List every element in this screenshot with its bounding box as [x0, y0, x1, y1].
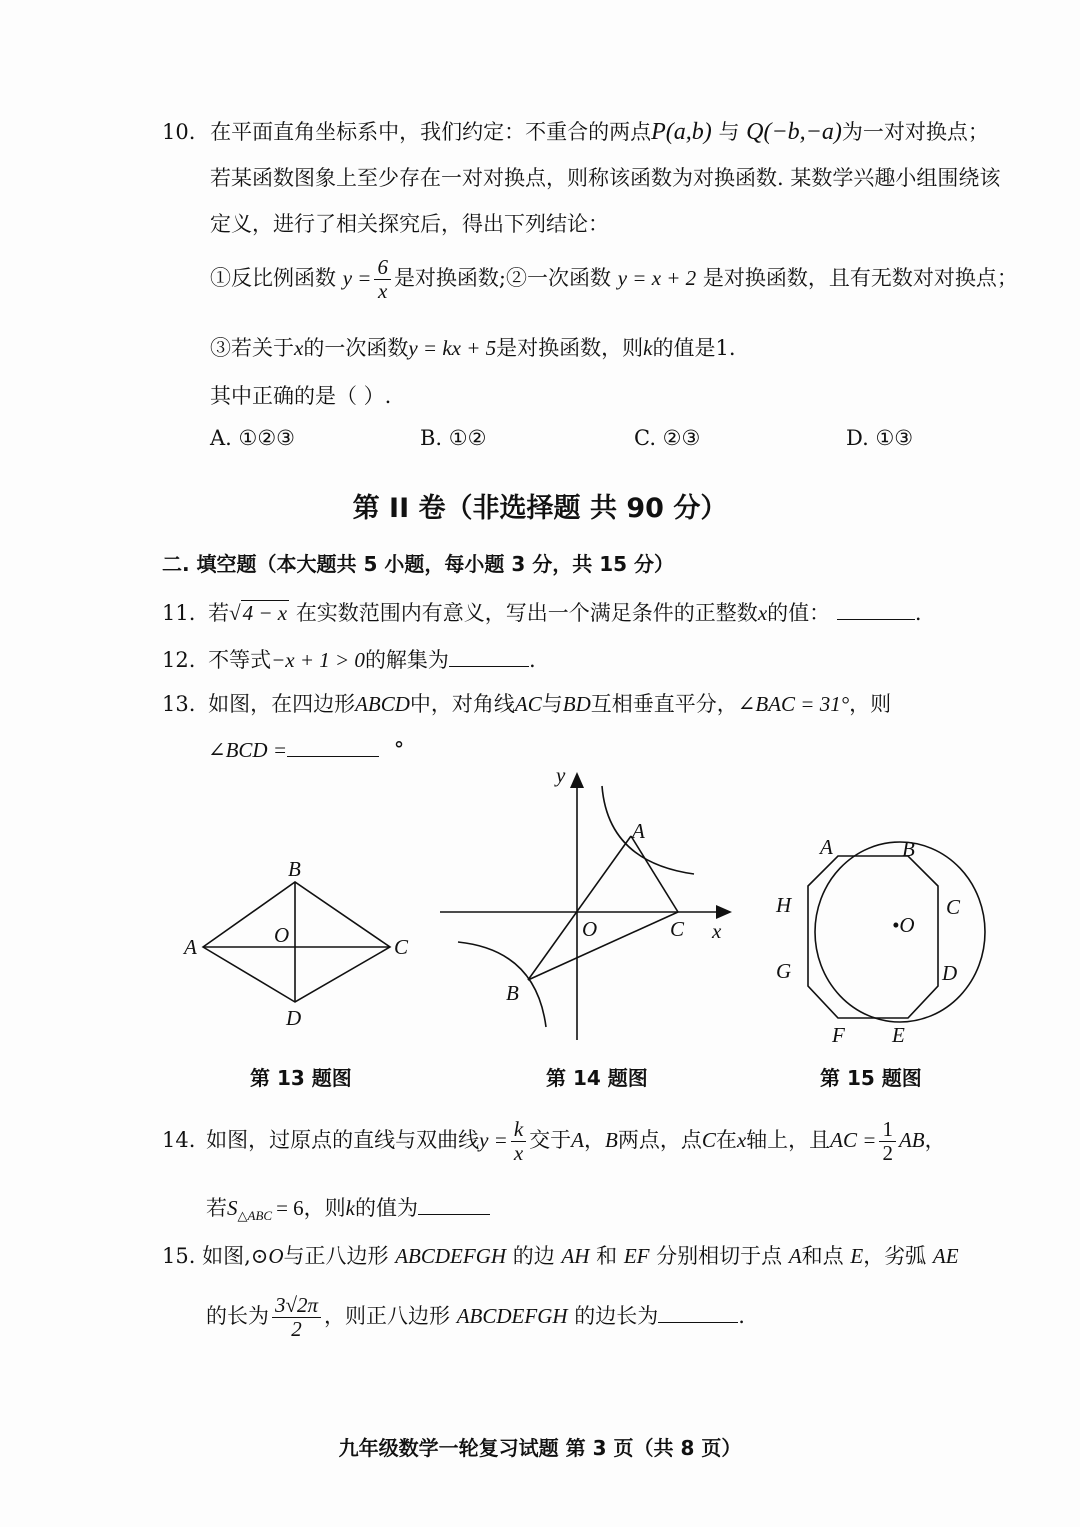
- x-axis-arrow: [716, 905, 732, 919]
- page-footer: 九年级数学一轮复习试题 第 3 页（共 8 页）: [338, 1436, 742, 1460]
- answer-blank[interactable]: [837, 618, 915, 620]
- q14-text: 两点，点: [617, 1128, 702, 1153]
- punct: .: [528, 648, 536, 672]
- figure-14-caption: 第 14 题图: [546, 1066, 648, 1090]
- q15-text: ，则正八边形: [324, 1304, 451, 1329]
- label-c: C: [394, 935, 409, 959]
- label-g: G: [776, 959, 792, 983]
- circle-symbol: ⊙O: [250, 1244, 284, 1268]
- fraction: [511, 1118, 526, 1165]
- point: B: [605, 1128, 618, 1153]
- q13-text: 中，对角线: [409, 692, 515, 716]
- q14-line1: [162, 1118, 946, 1165]
- label-d: D: [942, 961, 958, 985]
- label-b: B: [902, 837, 915, 861]
- label-o: O: [274, 923, 290, 947]
- variable: x: [294, 336, 304, 360]
- label-f: F: [832, 1023, 845, 1047]
- q14-text: 轴上，且: [746, 1128, 831, 1153]
- q10-text: 与: [718, 120, 740, 144]
- q13-line1: [162, 692, 891, 717]
- polygon-name: ABCDEFGH: [395, 1244, 507, 1268]
- q10-text: 在平面直角坐标系中，我们约定：不重合的两点: [210, 120, 652, 144]
- figure-14-hyperbola: [436, 762, 756, 1047]
- fraction: [272, 1294, 321, 1341]
- label-c: C: [946, 895, 961, 919]
- figure-13-rhombus: [170, 860, 420, 1035]
- point: A: [788, 1244, 802, 1268]
- q12-number: 12.: [162, 648, 196, 672]
- q10-text: ①反比例函数: [210, 266, 336, 291]
- q10-option-c[interactable]: C. ②③: [634, 426, 701, 450]
- equation: = 6: [276, 1196, 304, 1220]
- q10-statement-3: [210, 336, 736, 361]
- hyperbola-branch-1: [602, 786, 694, 874]
- label-y: y: [556, 763, 566, 787]
- q11: [162, 600, 922, 626]
- quadrilateral-name: ABCD: [355, 692, 410, 716]
- q11-text: 若: [208, 601, 230, 625]
- q13-text: 与: [541, 692, 563, 716]
- segment: AH: [561, 1244, 590, 1268]
- inequality: −x + 1 > 0: [271, 648, 365, 672]
- label-c: C: [670, 917, 685, 941]
- equation: y = kx + 5: [408, 336, 497, 360]
- figure-15-caption: 第 15 题图: [820, 1066, 922, 1090]
- label-e: E: [892, 1023, 905, 1047]
- numerator: 1: [879, 1118, 896, 1142]
- regular-octagon-abcdefgh: [808, 856, 938, 1018]
- q11-text: 在实数范围内有意义，写出一个满足条件的正整数: [295, 601, 758, 625]
- numerator: k: [511, 1118, 526, 1142]
- answer-blank[interactable]: [418, 1213, 490, 1215]
- segment: BD: [562, 692, 591, 716]
- q11-text: 的值：: [767, 601, 831, 625]
- answer-blank[interactable]: [658, 1321, 738, 1323]
- variable: x: [736, 1128, 747, 1153]
- label-a: A: [820, 835, 833, 859]
- area-subscript: △ABC: [237, 1208, 273, 1224]
- q13-text: 如图，在四边形: [208, 692, 356, 716]
- polygon-name: ABCDEFGH: [456, 1304, 568, 1329]
- q10-option-d[interactable]: D. ①③: [846, 426, 914, 450]
- q15-text: 和: [596, 1244, 618, 1268]
- fill-in-header: 二. 填空题（本大题共 5 小题，每小题 3 分，共 15 分）: [162, 552, 675, 576]
- point: A: [571, 1128, 584, 1153]
- q10-option-b[interactable]: B. ①②: [420, 426, 487, 450]
- q10-text: 是对换函数，则: [496, 336, 644, 360]
- q14-text: 的值为: [354, 1196, 418, 1220]
- q13-line2: [208, 738, 404, 763]
- label-b: B: [288, 860, 301, 881]
- q14-text: ，: [584, 1128, 605, 1153]
- q15-text: 的边: [512, 1244, 555, 1268]
- label-b: B: [506, 981, 519, 1005]
- q10-text: 是对换函数，且有无数对对换点；: [702, 266, 1018, 291]
- numerator: 6: [374, 256, 391, 280]
- segment: AB: [898, 1128, 925, 1153]
- sqrt-sign: √: [229, 601, 241, 625]
- line-ab: [528, 836, 631, 980]
- y-axis-arrow: [570, 772, 584, 788]
- hyperbola-branch-3: [458, 942, 546, 1027]
- denominator: 2: [882, 1141, 893, 1166]
- q13-number: 13.: [162, 692, 196, 716]
- q10-statement-1-2: [210, 256, 1018, 303]
- figure-13-caption: 第 13 题图: [250, 1066, 352, 1090]
- fraction: [879, 1118, 896, 1165]
- q12-text: 不等式: [208, 648, 272, 672]
- q15-text: 分别相切于点: [656, 1244, 783, 1268]
- q10-option-a[interactable]: A. ①②③: [210, 426, 295, 450]
- fraction: [374, 256, 391, 303]
- equation: y = x + 2: [617, 266, 697, 291]
- point: E: [850, 1244, 864, 1268]
- label-d: D: [286, 1006, 302, 1030]
- variable: x: [757, 601, 768, 625]
- segment: AC: [514, 692, 542, 716]
- rhombus-abcd: [203, 882, 390, 1002]
- q14-text: 交于: [529, 1128, 572, 1153]
- q14-text: ，: [924, 1128, 946, 1153]
- point-q: Q(−b,−a): [746, 119, 842, 145]
- point-p: P(a,b): [651, 119, 712, 145]
- q15-text: 如图,: [202, 1244, 251, 1268]
- q14-text: ，则: [303, 1196, 346, 1220]
- punct: .: [738, 1304, 745, 1329]
- q10-ask: 其中正确的是（ ）.: [210, 384, 392, 408]
- q13-text: 互相垂直平分，: [590, 692, 738, 716]
- equation: AC =: [830, 1128, 877, 1153]
- q10-line3: 定义，进行了相关探究后，得出下列结论：: [210, 212, 609, 236]
- q15-text: 的边长为: [574, 1304, 659, 1329]
- answer-blank[interactable]: [449, 665, 529, 667]
- figure-15-octagon: [768, 820, 998, 1050]
- variable: k: [345, 1196, 355, 1220]
- q15-line1: [162, 1244, 959, 1269]
- q10-text: 是对换函数;②一次函数: [393, 266, 612, 291]
- q10-text: 为一对对换点；: [841, 120, 989, 144]
- q15-text: ，劣弧: [863, 1244, 927, 1268]
- angle: ∠BCD =: [208, 738, 288, 762]
- q10-line1: [162, 118, 989, 147]
- punct: .: [914, 601, 922, 625]
- section-title: 第 II 卷（非选择题 共 90 分）: [352, 493, 728, 524]
- q10-text: 的一次函数: [303, 336, 409, 360]
- denominator: x: [513, 1141, 524, 1166]
- q10-number: 10.: [162, 120, 196, 144]
- equation: y =: [342, 266, 372, 291]
- q14-line2: [206, 1196, 490, 1224]
- q15-text: 的长为: [206, 1304, 269, 1329]
- q15-number: 15.: [162, 1244, 196, 1268]
- label-h: H: [776, 893, 792, 917]
- q13-text: ，则: [849, 692, 892, 716]
- q10-text: ③若关于: [210, 336, 294, 360]
- variable: k: [643, 336, 653, 360]
- segment: EF: [623, 1244, 650, 1268]
- area-symbol: S: [227, 1196, 238, 1220]
- angle: ∠BAC = 31°: [737, 692, 850, 716]
- label-o: O: [582, 917, 598, 941]
- segment-bc: [528, 912, 678, 980]
- q11-number: 11.: [162, 601, 196, 625]
- q10-text: 的值是1.: [652, 336, 736, 360]
- equation: y =: [479, 1128, 508, 1153]
- q15-line2: [206, 1294, 745, 1341]
- arc: AE: [932, 1244, 959, 1268]
- answer-blank[interactable]: [287, 755, 379, 757]
- q14-number: 14.: [162, 1128, 196, 1153]
- numerator: 3√2π: [272, 1294, 321, 1318]
- q15-text: 与正八边形: [283, 1244, 389, 1268]
- segment-ac: [631, 836, 678, 912]
- label-x: x: [712, 919, 722, 943]
- q15-text: 和点: [801, 1244, 844, 1268]
- label-o: •O: [892, 913, 915, 937]
- label-a: A: [184, 935, 197, 959]
- point: C: [701, 1128, 716, 1153]
- sqrt-body: 4 − x: [242, 601, 288, 625]
- q14-text: 如图，过原点的直线与双曲线: [206, 1128, 480, 1153]
- label-a: A: [632, 819, 645, 843]
- degree-sign: °: [393, 738, 405, 762]
- q14-text: 若: [206, 1196, 227, 1220]
- denominator: x: [378, 279, 388, 304]
- q12-text: 的解集为: [364, 648, 449, 672]
- q12: [162, 648, 536, 673]
- q10-line2: 若某函数图象上至少存在一对对换点，则称该函数为对换函数. 某数学兴趣小组围绕该: [210, 166, 1001, 190]
- denominator: 2: [291, 1317, 302, 1342]
- q14-text: 在: [715, 1128, 737, 1153]
